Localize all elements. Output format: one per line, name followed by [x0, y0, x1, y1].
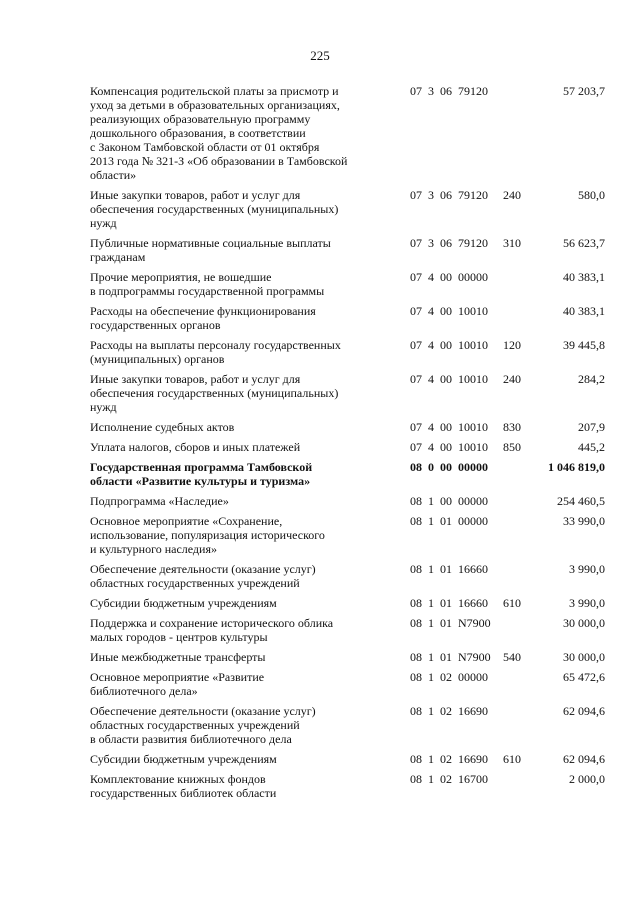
row-name-line: Комплектование книжных фондов	[90, 772, 266, 786]
page-number: 225	[310, 48, 330, 63]
row-name-line: библиотечного дела»	[90, 684, 198, 698]
row-name	[90, 236, 372, 264]
row-name	[90, 494, 372, 508]
row-name	[90, 704, 372, 746]
row-amount: 62 094,6	[563, 704, 605, 718]
row-code: 08 1 00 00000	[410, 494, 488, 508]
table-row	[0, 670, 640, 704]
row-name-line: областных государственных учреждений	[90, 576, 300, 590]
table-row	[0, 372, 640, 420]
row-amount: 40 383,1	[563, 270, 605, 284]
row-name	[90, 270, 372, 298]
row-amount: 207,9	[578, 420, 605, 434]
row-name-line: Расходы на выплаты персоналу государственных	[90, 338, 341, 352]
row-code: 08 1 02 00000	[410, 670, 488, 684]
row-code: 07 3 06 79120	[410, 188, 488, 202]
row-code: 07 4 00 10010	[410, 420, 488, 434]
row-name-line: области»	[90, 168, 137, 182]
row-amount: 3 990,0	[569, 596, 605, 610]
row-code: 07 4 00 10010	[410, 440, 488, 454]
row-name	[90, 670, 372, 698]
row-name	[90, 562, 372, 590]
row-amount: 39 445,8	[563, 338, 605, 352]
row-name-line: государственных органов	[90, 318, 221, 332]
table-row	[0, 304, 640, 338]
row-amount: 580,0	[578, 188, 605, 202]
row-name	[90, 84, 372, 182]
row-code: 08 1 02 16690	[410, 704, 488, 718]
row-name-line: Основное мероприятие «Сохранение,	[90, 514, 283, 528]
row-expense-type: 610	[503, 596, 521, 610]
row-amount: 33 990,0	[563, 514, 605, 528]
table-row	[0, 752, 640, 772]
row-name-line: нужд	[90, 216, 117, 230]
row-code: 07 3 06 79120	[410, 84, 488, 98]
row-expense-type: 610	[503, 752, 521, 766]
row-name	[90, 304, 372, 332]
budget-table	[0, 84, 640, 806]
row-name	[90, 514, 372, 556]
table-row	[0, 514, 640, 562]
row-name-line: Исполнение судебных актов	[90, 420, 235, 434]
row-code: 08 0 00 00000	[410, 460, 488, 474]
table-row	[0, 270, 640, 304]
row-code: 07 4 00 00000	[410, 270, 488, 284]
row-name-line: Поддержка и сохранение исторического облика	[90, 616, 334, 630]
row-name-line: в области развития библиотечного дела	[90, 732, 292, 746]
table-row	[0, 84, 640, 188]
table-row	[0, 236, 640, 270]
row-name-line: Обеспечение деятельности (оказание услуг)	[90, 562, 316, 576]
row-name-line: реализующих образовательную программу	[90, 112, 311, 126]
row-name-line: с Законом Тамбовской области от 01 октября	[90, 140, 320, 154]
row-amount: 30 000,0	[563, 616, 605, 630]
row-name-line: дошкольного образования, в соответствии	[90, 126, 306, 140]
row-expense-type: 540	[503, 650, 521, 664]
row-amount: 3 990,0	[569, 562, 605, 576]
row-name	[90, 772, 372, 800]
row-name	[90, 440, 372, 454]
table-row	[0, 650, 640, 670]
row-name-line: Субсидии бюджетным учреждениям	[90, 752, 277, 766]
table-row	[0, 420, 640, 440]
table-row	[0, 440, 640, 460]
table-row	[0, 596, 640, 616]
row-code: 07 4 00 10010	[410, 304, 488, 318]
row-name	[90, 338, 372, 366]
row-amount: 56 623,7	[563, 236, 605, 250]
table-row	[0, 460, 640, 494]
row-amount: 62 094,6	[563, 752, 605, 766]
row-amount: 30 000,0	[563, 650, 605, 664]
row-name-line: нужд	[90, 400, 117, 414]
row-name-line: 2013 года № 321-З «Об образовании в Тамбовской	[90, 154, 348, 168]
row-amount: 1 046 819,0	[548, 460, 605, 474]
row-name-line: в подпрограммы государственной программы	[90, 284, 325, 298]
row-name-line: и культурного наследия»	[90, 542, 217, 556]
row-name-line: Обеспечение деятельности (оказание услуг)	[90, 704, 316, 718]
row-code: 08 1 01 16660	[410, 596, 488, 610]
row-expense-type: 240	[503, 372, 521, 386]
row-code: 07 4 00 10010	[410, 338, 488, 352]
row-name	[90, 420, 372, 434]
row-code: 07 3 06 79120	[410, 236, 488, 250]
row-amount: 40 383,1	[563, 304, 605, 318]
row-name	[90, 596, 372, 610]
row-name-line: областных государственных учреждений	[90, 718, 300, 732]
row-code: 08 1 01 N7900	[410, 650, 491, 664]
row-name	[90, 372, 372, 414]
table-row	[0, 562, 640, 596]
row-expense-type: 120	[503, 338, 521, 352]
row-name	[90, 650, 372, 664]
row-name-line: Субсидии бюджетным учреждениям	[90, 596, 277, 610]
row-amount: 254 460,5	[557, 494, 605, 508]
row-name-line: обеспечения государственных (муниципальных)	[90, 386, 339, 400]
row-name-line: Компенсация родительской платы за присмотр и	[90, 84, 339, 98]
row-expense-type: 830	[503, 420, 521, 434]
table-row	[0, 616, 640, 650]
row-name-line: обеспечения государственных (муниципальных)	[90, 202, 339, 216]
row-amount: 65 472,6	[563, 670, 605, 684]
row-expense-type: 310	[503, 236, 521, 250]
row-name-line: Прочие мероприятия, не вошедшие	[90, 270, 272, 284]
row-amount: 57 203,7	[563, 84, 605, 98]
row-expense-type: 850	[503, 440, 521, 454]
table-row	[0, 338, 640, 372]
row-name-line: Государственная программа Тамбовской	[90, 460, 313, 474]
row-name-line: малых городов - центров культуры	[90, 630, 268, 644]
row-name-line: Публичные нормативные социальные выплаты	[90, 236, 331, 250]
row-name	[90, 752, 372, 766]
table-row	[0, 494, 640, 514]
row-code: 08 1 02 16690	[410, 752, 488, 766]
row-name-line: использование, популяризация исторического	[90, 528, 325, 542]
row-name-line: государственных библиотек области	[90, 786, 277, 800]
row-expense-type: 240	[503, 188, 521, 202]
table-row	[0, 188, 640, 236]
row-name	[90, 460, 372, 488]
row-name-line: области «Развитие культуры и туризма»	[90, 474, 311, 488]
row-name-line: Основное мероприятие «Развитие	[90, 670, 265, 684]
table-row	[0, 704, 640, 752]
row-name-line: Уплата налогов, сборов и иных платежей	[90, 440, 301, 454]
row-name-line: (муниципальных) органов	[90, 352, 225, 366]
row-code: 08 1 01 00000	[410, 514, 488, 528]
row-code: 07 4 00 10010	[410, 372, 488, 386]
row-name-line: Иные закупки товаров, работ и услуг для	[90, 372, 301, 386]
row-name	[90, 616, 372, 644]
row-name	[90, 188, 372, 230]
row-code: 08 1 01 N7900	[410, 616, 491, 630]
row-amount: 445,2	[578, 440, 605, 454]
row-amount: 284,2	[578, 372, 605, 386]
row-name-line: Подпрограмма «Наследие»	[90, 494, 229, 508]
table-row	[0, 772, 640, 806]
row-code: 08 1 02 16700	[410, 772, 488, 786]
row-name-line: Иные межбюджетные трансферты	[90, 650, 266, 664]
row-amount: 2 000,0	[569, 772, 605, 786]
row-name-line: Расходы на обеспечение функционирования	[90, 304, 316, 318]
row-name-line: Иные закупки товаров, работ и услуг для	[90, 188, 301, 202]
row-code: 08 1 01 16660	[410, 562, 488, 576]
row-name-line: гражданам	[90, 250, 146, 264]
row-name-line: уход за детьми в образовательных организациях,	[90, 98, 340, 112]
